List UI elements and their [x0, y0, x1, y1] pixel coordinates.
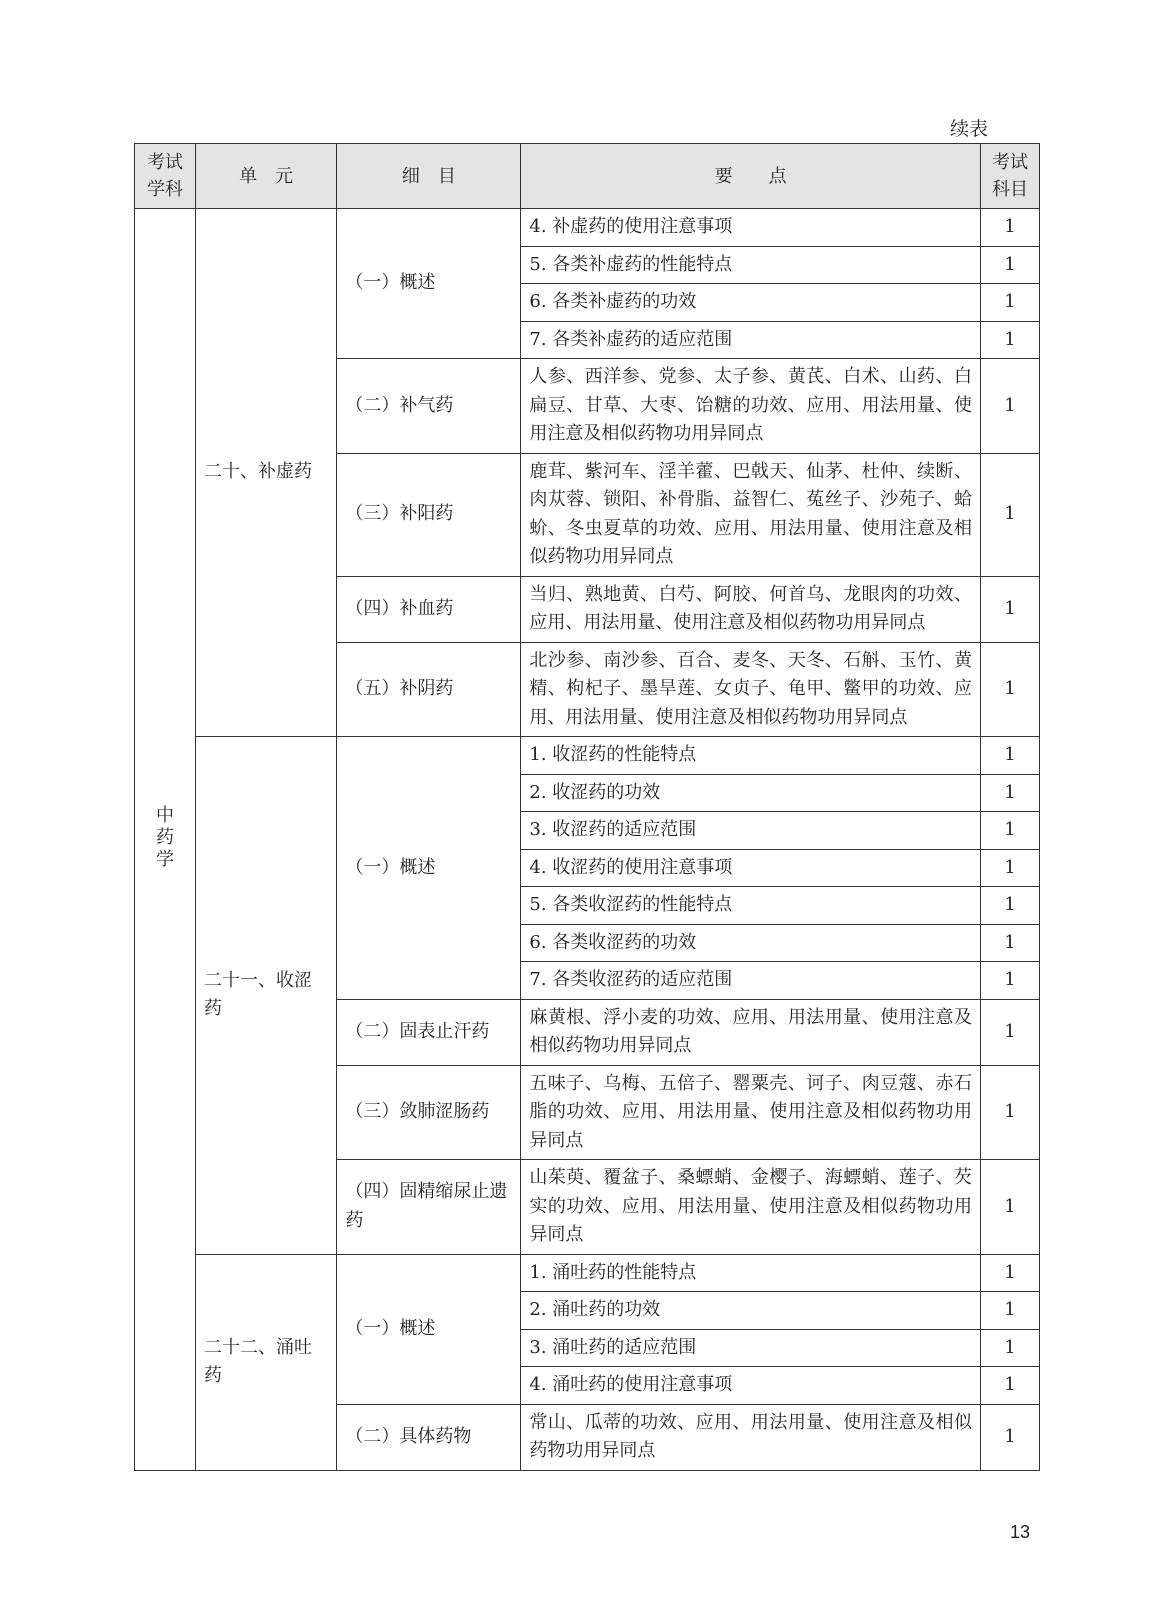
detail-cell: （五）补阴药 [337, 642, 521, 737]
exam-cell: 1 [980, 321, 1039, 359]
exam-cell: 1 [980, 453, 1039, 576]
unit-cell: 二十二、涌吐药 [196, 1254, 337, 1470]
exam-cell: 1 [980, 1254, 1039, 1292]
point-cell: 4. 收涩药的使用注意事项 [521, 849, 981, 887]
subject-cell [135, 209, 196, 1471]
exam-cell: 1 [980, 924, 1039, 962]
point-cell: 1. 收涩药的性能特点 [521, 737, 981, 775]
detail-cell: （四）补血药 [337, 576, 521, 642]
header-points: 要 点 [521, 144, 981, 209]
exam-cell: 1 [980, 209, 1039, 247]
header-subject: 考试学科 [135, 144, 196, 209]
detail-cell: （一）概述 [337, 1254, 521, 1404]
point-cell: 2. 收涩药的功效 [521, 774, 981, 812]
exam-cell: 1 [980, 284, 1039, 322]
point-cell: 1. 涌吐药的性能特点 [521, 1254, 981, 1292]
exam-cell: 1 [980, 1160, 1039, 1255]
point-cell: 人参、西洋参、党参、太子参、黄芪、白术、山药、白扁豆、甘草、大枣、饴糖的功效、应用、用法用量、使用注意及相似药物功用异同点 [521, 359, 981, 454]
table-row [135, 737, 1040, 775]
detail-cell: （一）概述 [337, 737, 521, 1000]
point-cell: 北沙参、南沙参、百合、麦冬、天冬、石斛、玉竹、黄精、枸杞子、墨旱莲、女贞子、龟甲、鳖甲的功效、应用、用法用量、使用注意及相似药物功用异同点 [521, 642, 981, 737]
point-cell: 常山、瓜蒂的功效、应用、用法用量、使用注意及相似药物功用异同点 [521, 1404, 981, 1470]
exam-cell: 1 [980, 849, 1039, 887]
point-cell: 山茱萸、覆盆子、桑螵蛸、金樱子、海螵蛸、莲子、芡实的功效、应用、用法用量、使用注意及相似药物功用异同点 [521, 1160, 981, 1255]
subject-label: 中药学 [156, 804, 174, 870]
point-cell: 5. 各类收涩药的性能特点 [521, 887, 981, 925]
table-body [135, 209, 1040, 1471]
header-unit: 单 元 [196, 144, 337, 209]
detail-cell: （二）固表止汗药 [337, 999, 521, 1065]
point-cell: 五味子、乌梅、五倍子、罂粟壳、诃子、肉豆蔻、赤石脂的功效、应用、用法用量、使用注意及相似药物功用异同点 [521, 1065, 981, 1160]
point-cell: 鹿茸、紫河车、淫羊藿、巴戟天、仙茅、杜仲、续断、肉苁蓉、锁阳、补骨脂、益智仁、菟丝子、沙苑子、蛤蚧、冬虫夏草的功效、应用、用法用量、使用注意及相似药物功用异同点 [521, 453, 981, 576]
exam-cell: 1 [980, 1329, 1039, 1367]
detail-cell: （二）补气药 [337, 359, 521, 454]
exam-cell: 1 [980, 999, 1039, 1065]
detail-cell: （四）固精缩尿止遗药 [337, 1160, 521, 1255]
point-cell: 4. 涌吐药的使用注意事项 [521, 1367, 981, 1405]
point-cell: 6. 各类收涩药的功效 [521, 924, 981, 962]
point-cell: 麻黄根、浮小麦的功效、应用、用法用量、使用注意及相似药物功用异同点 [521, 999, 981, 1065]
page-number: 13 [1010, 1522, 1031, 1542]
exam-cell: 1 [980, 359, 1039, 454]
exam-cell: 1 [980, 246, 1039, 284]
exam-cell: 1 [980, 774, 1039, 812]
unit-cell: 二十一、收涩药 [196, 737, 337, 1255]
exam-cell: 1 [980, 642, 1039, 737]
exam-cell: 1 [980, 812, 1039, 850]
header-exam: 考试科目 [980, 144, 1039, 209]
detail-cell: （三）补阳药 [337, 453, 521, 576]
table-row [135, 1254, 1040, 1292]
exam-cell: 1 [980, 962, 1039, 1000]
unit-cell: 二十、补虚药 [196, 209, 337, 737]
exam-cell: 1 [980, 576, 1039, 642]
table-row [135, 209, 1040, 247]
point-cell: 2. 涌吐药的功效 [521, 1292, 981, 1330]
point-cell: 3. 涌吐药的适应范围 [521, 1329, 981, 1367]
exam-cell: 1 [980, 1367, 1039, 1405]
continued-label: 续表 [949, 118, 988, 140]
detail-cell: （二）具体药物 [337, 1404, 521, 1470]
point-cell: 当归、熟地黄、白芍、阿胶、何首乌、龙眼肉的功效、应用、用法用量、使用注意及相似药物功用异同点 [521, 576, 981, 642]
exam-cell: 1 [980, 1404, 1039, 1470]
point-cell: 7. 各类收涩药的适应范围 [521, 962, 981, 1000]
exam-cell: 1 [980, 1292, 1039, 1330]
point-cell: 6. 各类补虚药的功效 [521, 284, 981, 322]
syllabus-table [134, 143, 1040, 1471]
point-cell: 4. 补虚药的使用注意事项 [521, 209, 981, 247]
exam-cell: 1 [980, 887, 1039, 925]
point-cell: 5. 各类补虚药的性能特点 [521, 246, 981, 284]
point-cell: 3. 收涩药的适应范围 [521, 812, 981, 850]
header-row [135, 144, 1040, 209]
detail-cell: （一）概述 [337, 209, 521, 359]
point-cell: 7. 各类补虚药的适应范围 [521, 321, 981, 359]
exam-cell: 1 [980, 737, 1039, 775]
exam-cell: 1 [980, 1065, 1039, 1160]
detail-cell: （三）敛肺涩肠药 [337, 1065, 521, 1160]
header-detail: 细 目 [337, 144, 521, 209]
